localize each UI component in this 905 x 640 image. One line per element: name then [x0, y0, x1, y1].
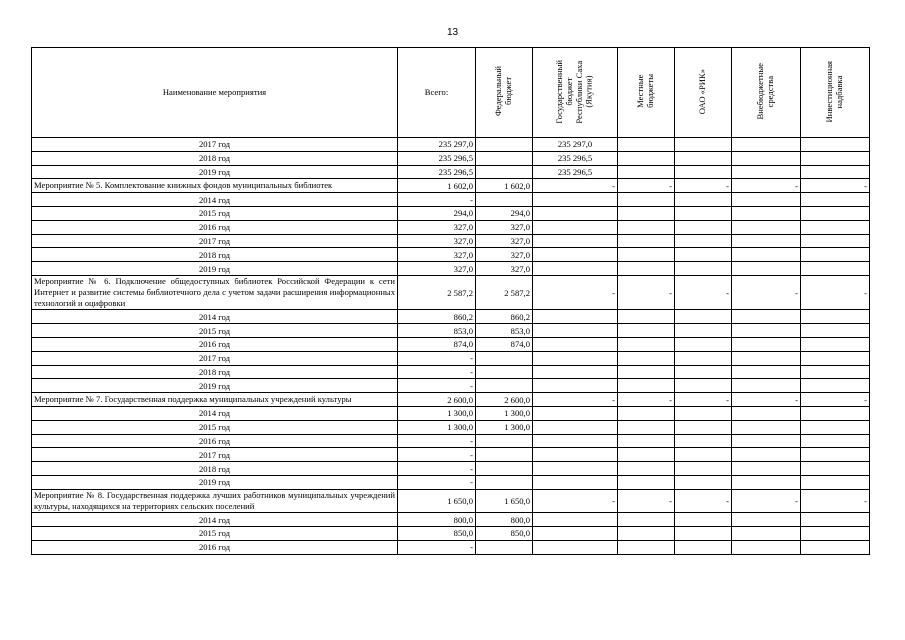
cell-state	[533, 526, 618, 540]
year-row	[32, 206, 870, 220]
cell-invest	[801, 462, 870, 476]
year-row	[32, 262, 870, 276]
year-row	[32, 310, 870, 324]
cell-federal	[476, 165, 533, 179]
table-body	[32, 138, 870, 555]
cell-invest	[801, 476, 870, 490]
header-name: Наименование мероприятия	[32, 48, 398, 138]
year-label: 2015 год	[32, 324, 398, 338]
year-label: 2018 год	[32, 462, 398, 476]
cell-local	[618, 365, 675, 379]
cell-state	[533, 234, 618, 248]
cell-invest	[801, 324, 870, 338]
cell-offbudget	[732, 193, 801, 207]
year-label: 2019 год	[32, 262, 398, 276]
cell-total: 874,0	[398, 338, 476, 352]
cell-offbudget: -	[732, 275, 801, 310]
year-row	[32, 165, 870, 179]
cell-invest: -	[801, 179, 870, 193]
cell-state	[533, 262, 618, 276]
cell-federal: 327,0	[476, 234, 533, 248]
cell-local	[618, 138, 675, 152]
cell-invest	[801, 338, 870, 352]
cell-rik	[675, 193, 732, 207]
event-row	[32, 275, 870, 310]
year-label: 2016 год	[32, 338, 398, 352]
cell-total: 1 300,0	[398, 407, 476, 421]
cell-state: -	[533, 275, 618, 310]
cell-invest	[801, 379, 870, 393]
cell-rik	[675, 407, 732, 421]
cell-total: -	[398, 462, 476, 476]
cell-local	[618, 165, 675, 179]
year-row	[32, 448, 870, 462]
cell-local	[618, 420, 675, 434]
event-row	[32, 489, 870, 512]
year-row	[32, 476, 870, 490]
cell-federal: 1 300,0	[476, 420, 533, 434]
cell-total: 235 296,5	[398, 151, 476, 165]
year-label: 2014 год	[32, 310, 398, 324]
header-state	[533, 48, 618, 138]
year-row	[32, 151, 870, 165]
cell-state	[533, 540, 618, 554]
year-label: 2019 год	[32, 476, 398, 490]
cell-state	[533, 206, 618, 220]
year-label: 2019 год	[32, 165, 398, 179]
cell-offbudget	[732, 540, 801, 554]
cell-local: -	[618, 275, 675, 310]
cell-state: 235 296,5	[533, 165, 618, 179]
cell-offbudget	[732, 138, 801, 152]
year-label: 2014 год	[32, 513, 398, 527]
cell-rik	[675, 338, 732, 352]
cell-total: -	[398, 476, 476, 490]
year-row	[32, 338, 870, 352]
cell-offbudget	[732, 448, 801, 462]
year-row	[32, 407, 870, 421]
year-label: 2017 год	[32, 351, 398, 365]
cell-state	[533, 220, 618, 234]
cell-invest	[801, 310, 870, 324]
cell-offbudget	[732, 220, 801, 234]
cell-local	[618, 248, 675, 262]
cell-local	[618, 262, 675, 276]
cell-total: 1 650,0	[398, 489, 476, 512]
cell-offbudget	[732, 248, 801, 262]
cell-rik	[675, 476, 732, 490]
cell-local	[618, 338, 675, 352]
year-label: 2014 год	[32, 193, 398, 207]
cell-rik	[675, 513, 732, 527]
cell-state: -	[533, 393, 618, 407]
cell-state	[533, 193, 618, 207]
cell-rik	[675, 248, 732, 262]
cell-local: -	[618, 489, 675, 512]
cell-federal	[476, 351, 533, 365]
year-row	[32, 138, 870, 152]
year-row	[32, 248, 870, 262]
cell-local	[618, 434, 675, 448]
cell-state	[533, 476, 618, 490]
header-total: Всего:	[398, 48, 476, 138]
cell-offbudget	[732, 165, 801, 179]
cell-total: -	[398, 379, 476, 393]
cell-rik	[675, 462, 732, 476]
cell-invest	[801, 420, 870, 434]
cell-rik	[675, 420, 732, 434]
cell-rik: -	[675, 179, 732, 193]
table-header-row	[32, 48, 870, 138]
year-label: 2015 год	[32, 526, 398, 540]
page-number: 13	[446, 27, 459, 38]
year-row	[32, 540, 870, 554]
event-row	[32, 393, 870, 407]
cell-federal: 850,0	[476, 526, 533, 540]
cell-federal	[476, 151, 533, 165]
cell-state	[533, 379, 618, 393]
cell-local	[618, 379, 675, 393]
year-label: 2018 год	[32, 248, 398, 262]
year-label: 2017 год	[32, 234, 398, 248]
cell-local	[618, 193, 675, 207]
cell-total: 2 600,0	[398, 393, 476, 407]
header-offbudget	[732, 48, 801, 138]
year-row	[32, 324, 870, 338]
year-label: 2018 год	[32, 151, 398, 165]
cell-total: 235 296,5	[398, 165, 476, 179]
cell-offbudget	[732, 151, 801, 165]
header-federal-label: Федеральный бюджет	[493, 66, 513, 117]
cell-rik	[675, 151, 732, 165]
year-label: 2015 год	[32, 206, 398, 220]
cell-rik	[675, 206, 732, 220]
cell-rik	[675, 262, 732, 276]
cell-offbudget	[732, 407, 801, 421]
year-row	[32, 462, 870, 476]
cell-rik	[675, 540, 732, 554]
cell-invest	[801, 513, 870, 527]
cell-offbudget	[732, 324, 801, 338]
cell-offbudget	[732, 310, 801, 324]
cell-offbudget	[732, 234, 801, 248]
cell-state	[533, 462, 618, 476]
header-invest	[801, 48, 870, 138]
cell-federal	[476, 462, 533, 476]
cell-invest	[801, 448, 870, 462]
cell-rik	[675, 234, 732, 248]
cell-total: -	[398, 448, 476, 462]
cell-invest: -	[801, 393, 870, 407]
cell-invest	[801, 365, 870, 379]
cell-total: 800,0	[398, 513, 476, 527]
cell-invest	[801, 138, 870, 152]
event-name: Мероприятие № 6. Подключение общедоступных библиотек Российской Федерации к сети Интернет и развитие системы библиотечного дела с учетом задачи расширения информационных технологий и оцифровки	[32, 275, 398, 310]
cell-total: 860,2	[398, 310, 476, 324]
cell-local	[618, 151, 675, 165]
cell-rik	[675, 526, 732, 540]
cell-invest	[801, 151, 870, 165]
cell-local	[618, 513, 675, 527]
cell-local	[618, 351, 675, 365]
cell-federal: 800,0	[476, 513, 533, 527]
year-label: 2014 год	[32, 407, 398, 421]
cell-federal: 294,0	[476, 206, 533, 220]
header-rik	[675, 48, 732, 138]
cell-offbudget	[732, 513, 801, 527]
header-federal	[476, 48, 533, 138]
cell-federal: 860,2	[476, 310, 533, 324]
cell-total: 294,0	[398, 206, 476, 220]
cell-local	[618, 310, 675, 324]
cell-state	[533, 248, 618, 262]
year-label: 2016 год	[32, 220, 398, 234]
cell-offbudget: -	[732, 393, 801, 407]
year-label: 2017 год	[32, 138, 398, 152]
cell-offbudget: -	[732, 179, 801, 193]
cell-total: -	[398, 434, 476, 448]
year-row	[32, 351, 870, 365]
cell-rik	[675, 365, 732, 379]
cell-state: 235 296,5	[533, 151, 618, 165]
cell-local: -	[618, 393, 675, 407]
cell-federal	[476, 365, 533, 379]
cell-federal: 874,0	[476, 338, 533, 352]
cell-state	[533, 448, 618, 462]
cell-state	[533, 338, 618, 352]
year-row	[32, 220, 870, 234]
cell-invest	[801, 193, 870, 207]
cell-rik	[675, 434, 732, 448]
cell-offbudget	[732, 526, 801, 540]
year-row	[32, 193, 870, 207]
cell-offbudget: -	[732, 489, 801, 512]
cell-total: -	[398, 540, 476, 554]
cell-local	[618, 476, 675, 490]
cell-total: -	[398, 365, 476, 379]
cell-invest: -	[801, 275, 870, 310]
year-label: 2018 год	[32, 365, 398, 379]
cell-invest	[801, 165, 870, 179]
cell-state	[533, 407, 618, 421]
event-name: Мероприятие № 8. Государственная поддержка лучших работников муниципальных учреждений культуры, находящихся на территориях сельских поселений	[32, 489, 398, 512]
cell-rik	[675, 220, 732, 234]
header-rik-label: ОАО «РИК»	[697, 68, 708, 115]
cell-rik: -	[675, 275, 732, 310]
header-invest-label: Инвестиционная надбавка	[824, 60, 844, 123]
year-row	[32, 234, 870, 248]
cell-local: -	[618, 179, 675, 193]
cell-rik	[675, 351, 732, 365]
year-row	[32, 434, 870, 448]
cell-invest	[801, 407, 870, 421]
cell-local	[618, 526, 675, 540]
cell-local	[618, 234, 675, 248]
cell-total: 327,0	[398, 234, 476, 248]
year-label: 2019 год	[32, 379, 398, 393]
cell-state	[533, 351, 618, 365]
cell-state: -	[533, 489, 618, 512]
year-row	[32, 365, 870, 379]
event-name: Мероприятие № 5. Комплектование книжных фондов муниципальных библиотек	[32, 179, 398, 193]
cell-local	[618, 206, 675, 220]
cell-state	[533, 310, 618, 324]
cell-total: -	[398, 351, 476, 365]
header-offbudget-label: Внебюджетные средства	[755, 63, 775, 120]
cell-rik	[675, 310, 732, 324]
cell-federal: 2 587,2	[476, 275, 533, 310]
year-row	[32, 420, 870, 434]
year-row	[32, 513, 870, 527]
cell-local	[618, 462, 675, 476]
cell-offbudget	[732, 462, 801, 476]
cell-federal	[476, 138, 533, 152]
cell-total: 850,0	[398, 526, 476, 540]
cell-federal: 1 300,0	[476, 407, 533, 421]
cell-rik	[675, 379, 732, 393]
cell-offbudget	[732, 434, 801, 448]
cell-total: 327,0	[398, 220, 476, 234]
cell-federal	[476, 448, 533, 462]
cell-total: 2 587,2	[398, 275, 476, 310]
cell-total: -	[398, 193, 476, 207]
cell-local	[618, 324, 675, 338]
cell-invest	[801, 206, 870, 220]
cell-invest	[801, 434, 870, 448]
cell-federal: 327,0	[476, 220, 533, 234]
cell-state	[533, 365, 618, 379]
cell-total: 327,0	[398, 248, 476, 262]
cell-offbudget	[732, 262, 801, 276]
cell-offbudget	[732, 379, 801, 393]
cell-state	[533, 513, 618, 527]
cell-offbudget	[732, 351, 801, 365]
cell-offbudget	[732, 206, 801, 220]
cell-local	[618, 448, 675, 462]
cell-invest	[801, 262, 870, 276]
cell-state: -	[533, 179, 618, 193]
year-label: 2017 год	[32, 448, 398, 462]
event-row	[32, 179, 870, 193]
cell-rik	[675, 448, 732, 462]
cell-federal: 1 650,0	[476, 489, 533, 512]
cell-invest	[801, 248, 870, 262]
cell-invest	[801, 526, 870, 540]
cell-federal	[476, 476, 533, 490]
year-label: 2015 год	[32, 420, 398, 434]
cell-local	[618, 540, 675, 554]
cell-federal	[476, 379, 533, 393]
cell-total: 853,0	[398, 324, 476, 338]
cell-federal: 327,0	[476, 248, 533, 262]
header-local	[618, 48, 675, 138]
cell-invest	[801, 540, 870, 554]
cell-offbudget	[732, 476, 801, 490]
cell-state	[533, 420, 618, 434]
financing-table	[31, 47, 870, 555]
cell-state	[533, 434, 618, 448]
cell-offbudget	[732, 420, 801, 434]
cell-invest	[801, 351, 870, 365]
cell-rik: -	[675, 393, 732, 407]
cell-federal	[476, 540, 533, 554]
cell-local	[618, 407, 675, 421]
year-label: 2016 год	[32, 540, 398, 554]
cell-federal: 2 600,0	[476, 393, 533, 407]
cell-federal: 1 602,0	[476, 179, 533, 193]
cell-rik	[675, 165, 732, 179]
header-state-label: Государственный бюджет Республики Саха (Якутия)	[554, 59, 594, 124]
cell-total: 327,0	[398, 262, 476, 276]
cell-offbudget	[732, 365, 801, 379]
year-label: 2016 год	[32, 434, 398, 448]
cell-total: 235 297,0	[398, 138, 476, 152]
cell-federal: 327,0	[476, 262, 533, 276]
cell-invest	[801, 220, 870, 234]
cell-rik: -	[675, 489, 732, 512]
year-row	[32, 526, 870, 540]
cell-federal	[476, 434, 533, 448]
cell-state	[533, 324, 618, 338]
cell-invest: -	[801, 489, 870, 512]
year-row	[32, 379, 870, 393]
cell-total: 1 602,0	[398, 179, 476, 193]
cell-local	[618, 220, 675, 234]
cell-offbudget	[732, 338, 801, 352]
cell-invest	[801, 234, 870, 248]
event-name: Мероприятие № 7. Государственная поддержка муниципальных учреждений культуры	[32, 393, 398, 407]
cell-state: 235 297,0	[533, 138, 618, 152]
header-local-label: Местные бюджеты	[635, 74, 655, 109]
cell-federal	[476, 193, 533, 207]
cell-rik	[675, 138, 732, 152]
cell-rik	[675, 324, 732, 338]
cell-federal: 853,0	[476, 324, 533, 338]
cell-total: 1 300,0	[398, 420, 476, 434]
